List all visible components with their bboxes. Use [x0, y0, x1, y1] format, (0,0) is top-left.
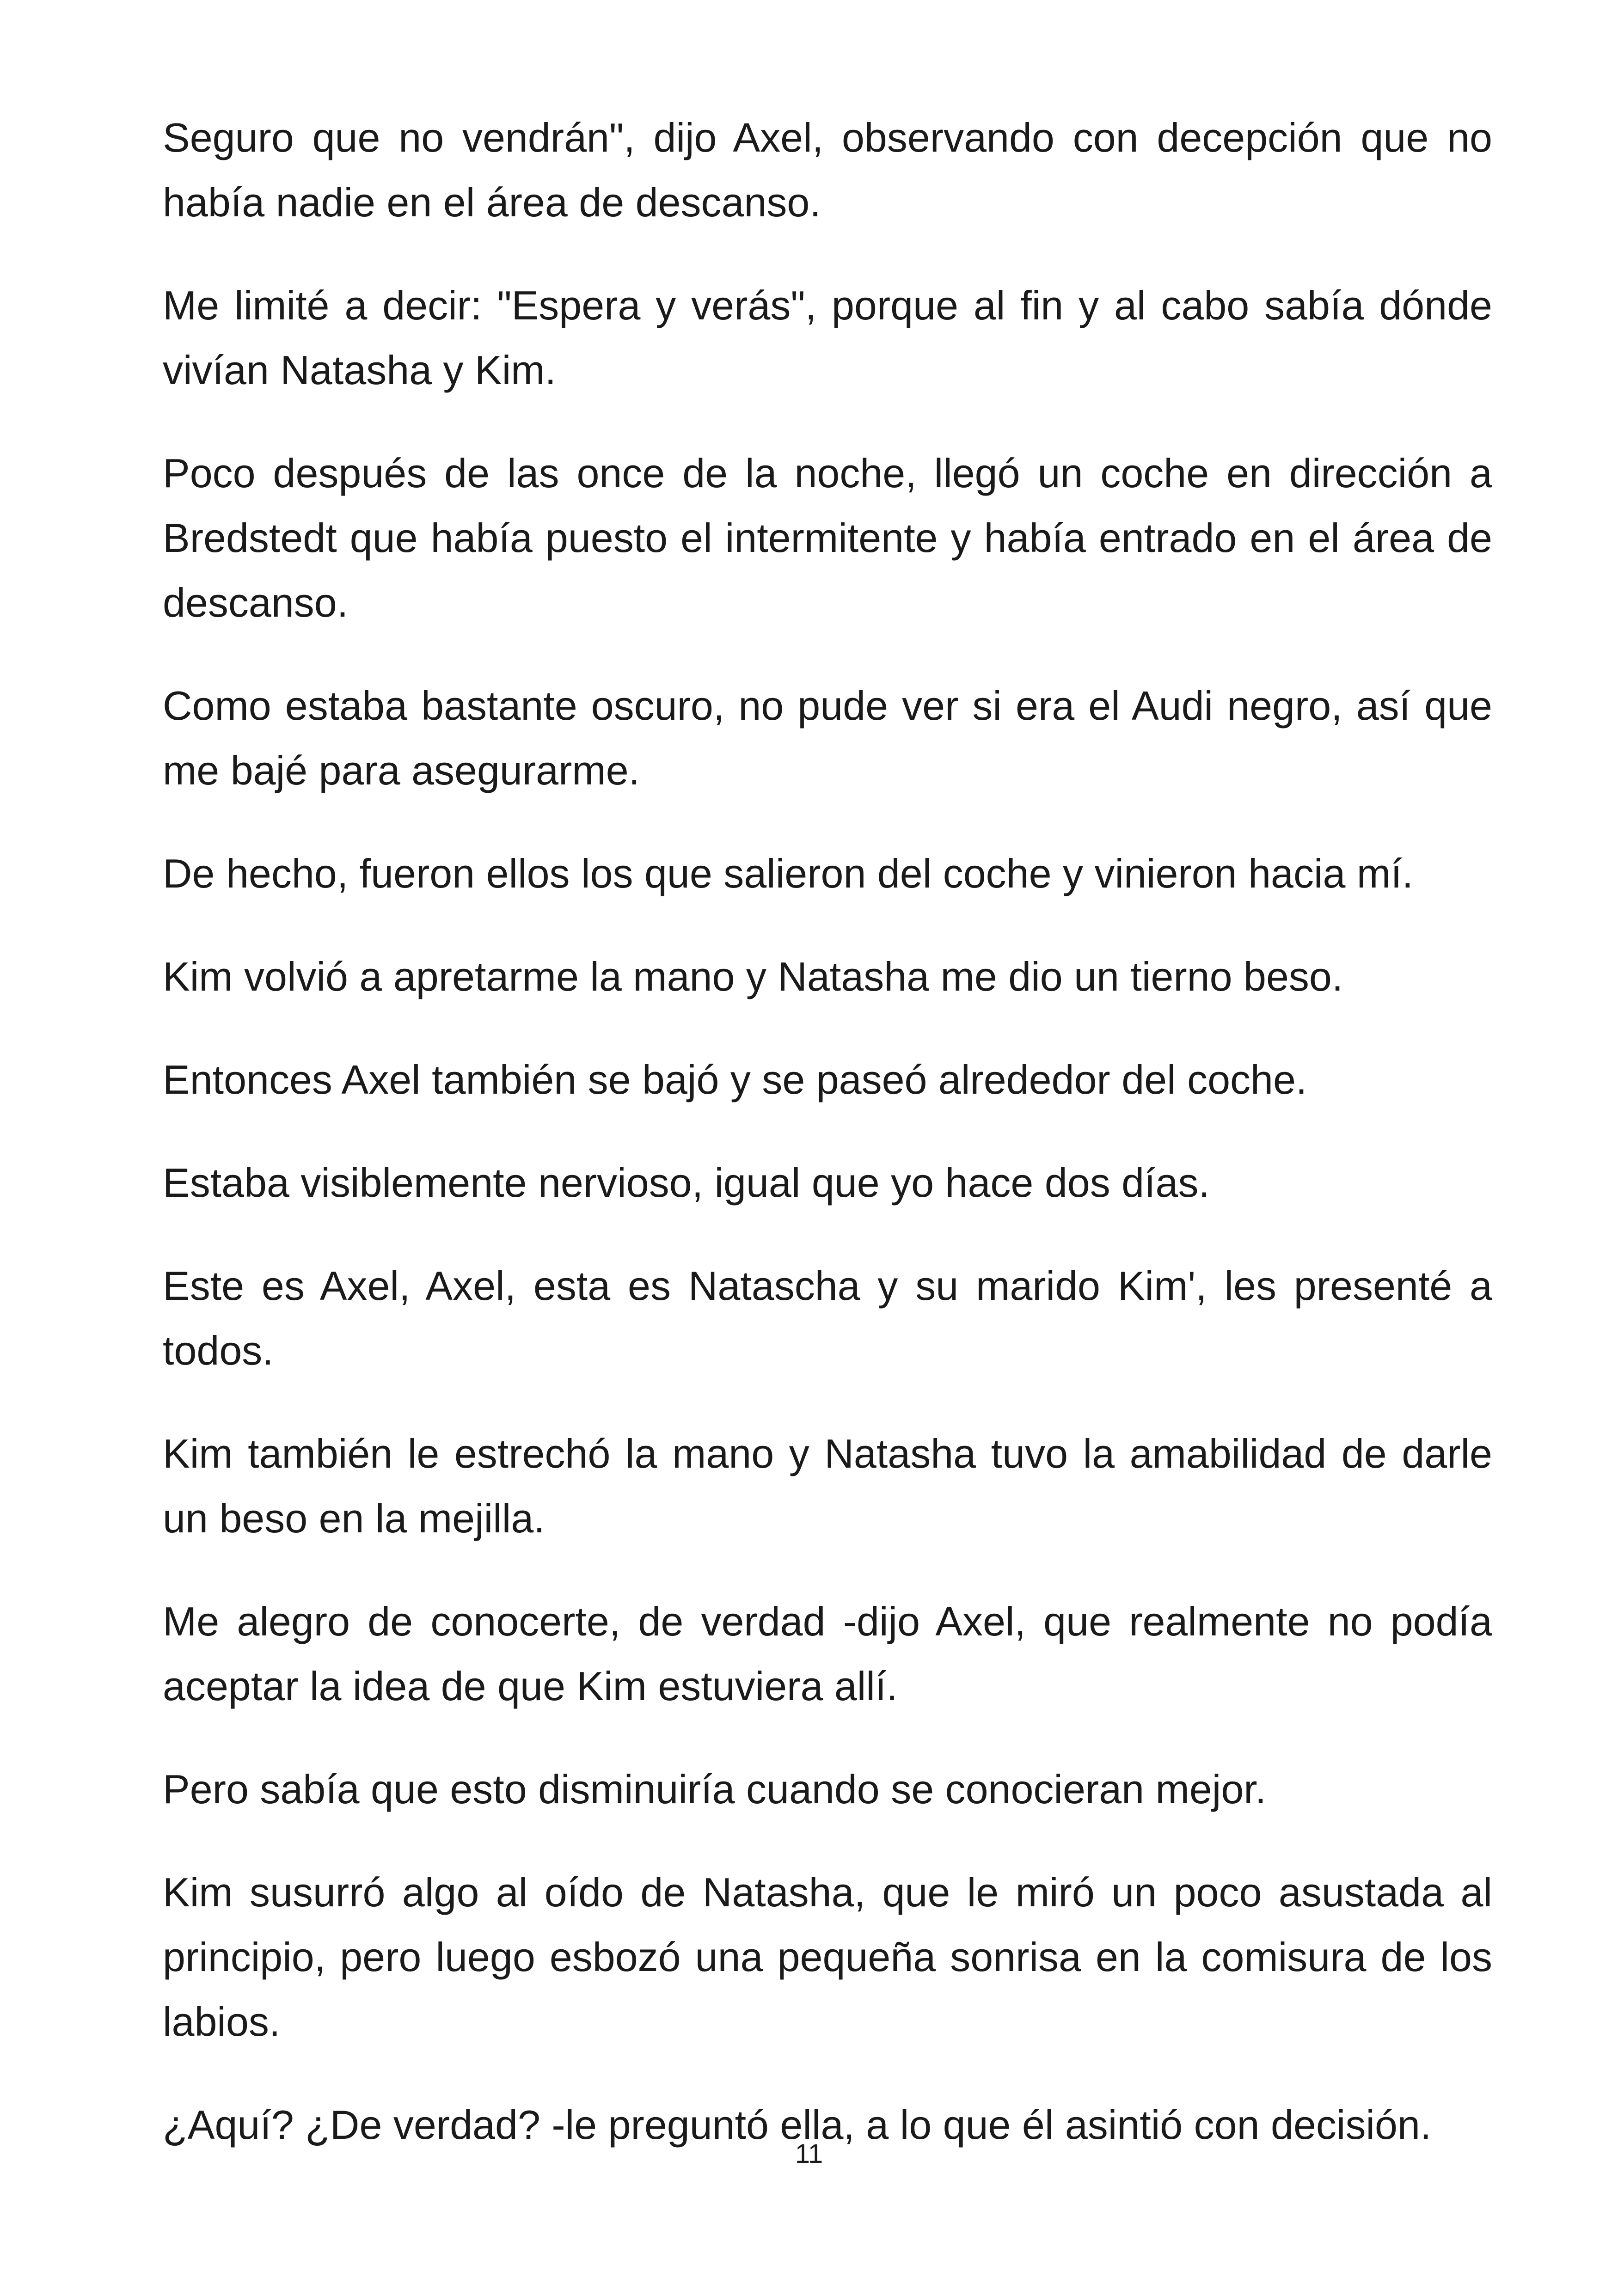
paragraph: Kim volvió a apretarme la mano y Natasha me dio un tierno beso. — [163, 954, 1343, 999]
paragraph: Me alegro de conocerte, de verdad -dijo Axel, que realmente no podía aceptar la idea de que Kim estuviera allí. — [163, 1598, 1492, 1709]
paragraph: Kim también le estrechó la mano y Natasha tuvo la amabilidad de darle un beso en la mejilla. — [163, 1431, 1492, 1541]
paragraph: Poco después de las once de la noche, llegó un coche en dirección a Bredstedt que había puesto el intermitente y había entrado en el área de descanso. — [163, 450, 1492, 625]
paragraph: Este es Axel, Axel, esta es Natascha y su marido Kim', les presenté a todos. — [163, 1263, 1492, 1373]
paragraph: Entonces Axel también se bajó y se paseó alrededor del coche. — [163, 1057, 1307, 1102]
paragraph: Pero sabía que esto disminuiría cuando se conocieran mejor. — [163, 1766, 1267, 1812]
page-body — [163, 105, 1492, 2196]
page-number: 11 — [795, 2139, 823, 2169]
paragraph: ¿Aquí? ¿De verdad? -le preguntó ella, a lo que él asintió con decisión. — [163, 2102, 1432, 2148]
paragraph: Kim susurró algo al oído de Natasha, que le miró un poco asustada al principio, pero luego esbozó una pequeña sonrisa en la comisura de los labios. — [163, 1869, 1492, 2045]
paragraph: Me limité a decir: "Espera y verás", porque al fin y al cabo sabía dónde vivían Natasha y Kim. — [163, 282, 1492, 393]
paragraph: De hecho, fueron ellos los que salieron del coche y vinieron hacia mí. — [163, 851, 1414, 896]
paragraph: Como estaba bastante oscuro, no pude ver si era el Audi negro, así que me bajé para asegurarme. — [163, 683, 1492, 793]
paragraph: Seguro que no vendrán", dijo Axel, observando con decepción que no había nadie en el área de descanso. — [163, 115, 1492, 225]
paragraph: Estaba visiblemente nervioso, igual que yo hace dos días. — [163, 1160, 1210, 1206]
